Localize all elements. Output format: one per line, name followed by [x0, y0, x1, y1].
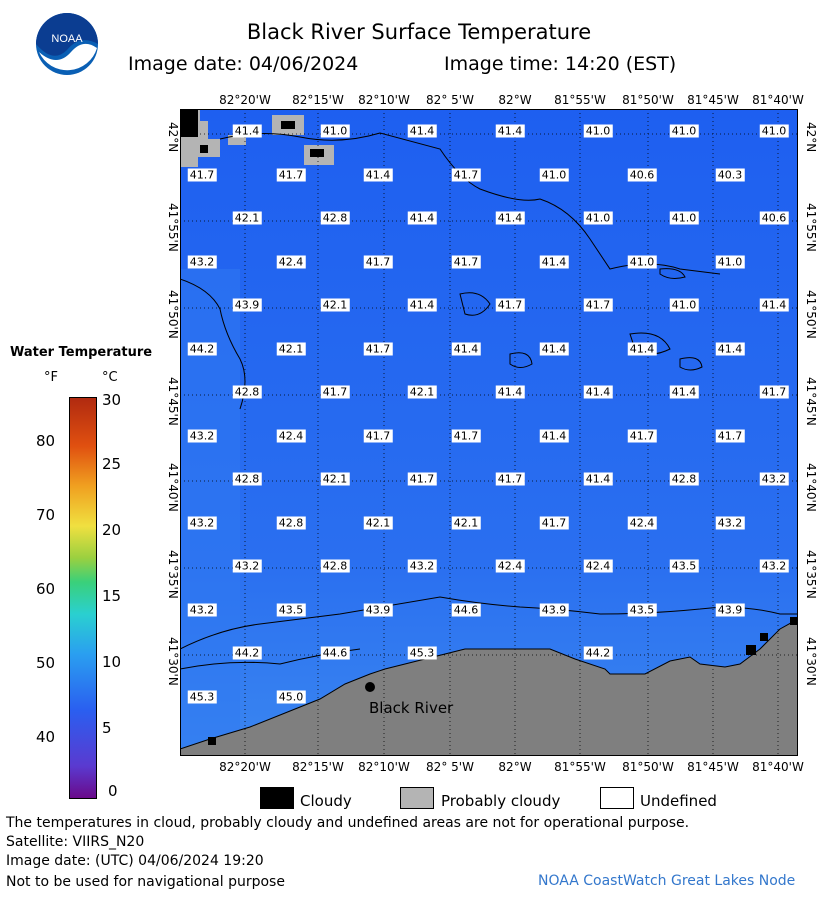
temperature-label: 42.4 [278, 429, 304, 442]
cloudy-label: Cloudy [300, 792, 352, 810]
utc-date: Image date: (UTC) 04/06/2024 19:20 [6, 853, 264, 869]
lon-label: 82° 5'W [426, 93, 474, 107]
lat-label: 41°55'N [166, 203, 180, 252]
city-label: Black River [369, 699, 454, 717]
temperature-label: 45.3 [409, 646, 435, 660]
temperature-label: 41.4 [497, 385, 523, 399]
temperature-label: 41.4 [541, 342, 567, 355]
temperature-label: 43.2 [234, 559, 260, 573]
temperature-label: 44.2 [585, 646, 611, 660]
temperature-label: 42.1 [322, 472, 348, 486]
temperature-label: 45.0 [278, 690, 304, 703]
temperature-label: 41.4 [234, 124, 260, 138]
temperature-label: 41.4 [761, 298, 787, 312]
temperature-label: 41.4 [629, 342, 655, 355]
temperature-label: 41.7 [585, 298, 611, 312]
temperature-label: 44.6 [453, 603, 479, 616]
probably-cloudy-label: Probably cloudy [441, 792, 561, 810]
nav-warning: Not to be used for navigational purpose [6, 874, 285, 890]
temperature-label: 43.5 [278, 603, 304, 616]
temperature-label: 41.7 [761, 385, 787, 399]
temperature-label: 41.4 [409, 298, 435, 312]
satellite: Satellite: VIIRS_N20 [6, 834, 145, 850]
temperature-label: 40.6 [761, 211, 787, 225]
temperature-label: 41.4 [541, 255, 567, 268]
temperature-label: 42.4 [278, 255, 304, 268]
c-tick: 15 [102, 587, 122, 605]
temperature-label: 41.4 [497, 211, 523, 225]
image-time: Image time: 14:20 (EST) [444, 53, 677, 75]
temperature-label: 42.8 [234, 385, 260, 399]
lon-label: 82°20'W [219, 93, 271, 107]
temperature-label: 43.9 [717, 603, 743, 616]
temperature-label: 42.1 [234, 211, 260, 225]
temperature-label: 41.7 [453, 429, 479, 442]
temperature-label: 41.0 [585, 211, 611, 225]
temperature-label: 43.2 [189, 603, 215, 616]
probably-cloudy-swatch [400, 787, 434, 809]
lon-label: 82°10'W [358, 93, 410, 107]
lon-label: 82°W [498, 93, 532, 107]
temperature-label: 44.6 [322, 646, 348, 660]
temperature-label: 41.4 [453, 342, 479, 355]
temperature-label: 43.2 [761, 559, 787, 573]
lon-label: 82°20'W [219, 760, 271, 774]
temperature-label: 41.7 [497, 298, 523, 312]
lat-label: 41°45'N [804, 377, 818, 426]
lon-label: 81°55'W [554, 760, 606, 774]
temperature-label: 42.8 [671, 472, 697, 486]
temperature-label: 42.8 [322, 211, 348, 225]
lon-label: 82°W [498, 760, 532, 774]
temperature-label: 41.4 [365, 168, 391, 181]
temperature-label: 41.0 [761, 124, 787, 138]
lon-label: 81°40'W [752, 760, 804, 774]
map-title: Black River Surface Temperature [246, 20, 592, 44]
f-tick: 80 [36, 432, 56, 450]
temperature-label: 41.7 [453, 168, 479, 181]
city-marker [365, 682, 375, 692]
temperature-label: 43.2 [189, 429, 215, 442]
temperature-label: 41.7 [409, 472, 435, 486]
lat-label: 42°N [804, 122, 818, 153]
temperature-label: 43.2 [189, 516, 215, 529]
temperature-label: 41.7 [453, 255, 479, 268]
temperature-label: 43.2 [189, 255, 215, 268]
temperature-label: 44.2 [234, 646, 260, 660]
temperature-label: 42.1 [322, 298, 348, 312]
temperature-label: 41.7 [629, 429, 655, 442]
temperature-label: 45.3 [189, 690, 215, 703]
temperature-label: 41.7 [717, 429, 743, 442]
temperature-label: 40.3 [717, 168, 743, 181]
temperature-label: 41.7 [365, 342, 391, 355]
temperature-label: 42.8 [322, 559, 348, 573]
lon-label: 81°40'W [752, 93, 804, 107]
lat-label: 41°50'N [166, 290, 180, 339]
temperature-label: 41.0 [629, 255, 655, 268]
temperature-map [180, 109, 798, 756]
temperature-label: 43.9 [365, 603, 391, 616]
image-date: Image date: 04/06/2024 [128, 53, 359, 75]
cloud-area [180, 109, 198, 137]
temperature-label: 41.0 [541, 168, 567, 181]
unit-f: °F [44, 370, 58, 385]
temperature-label: 42.4 [497, 559, 523, 573]
lat-label: 41°30'N [166, 637, 180, 686]
temperature-label: 41.0 [671, 211, 697, 225]
lat-label: 41°35'N [166, 550, 180, 599]
temperature-label: 41.0 [322, 124, 348, 138]
f-tick: 70 [36, 506, 56, 524]
lon-label: 81°45'W [687, 93, 739, 107]
credit: NOAA CoastWatch Great Lakes Node [538, 873, 796, 889]
temperature-label: 41.4 [541, 429, 567, 442]
temperature-label: 43.2 [409, 559, 435, 573]
temperature-label: 42.1 [278, 342, 304, 355]
lon-label: 82° 5'W [426, 760, 474, 774]
undefined-swatch [600, 787, 634, 809]
lon-label: 82°15'W [292, 760, 344, 774]
temperature-label: 42.8 [278, 516, 304, 529]
temperature-label: 43.9 [234, 298, 260, 312]
unit-c: °C [102, 370, 118, 385]
temperature-label: 42.4 [629, 516, 655, 529]
lon-label: 81°55'W [554, 93, 606, 107]
temperature-label: 41.4 [409, 124, 435, 138]
temperature-label: 41.0 [717, 255, 743, 268]
lon-label: 81°50'W [622, 93, 674, 107]
temperature-label: 41.7 [365, 429, 391, 442]
c-tick: 10 [102, 653, 122, 671]
temperature-label: 43.2 [717, 516, 743, 529]
temperature-label: 41.4 [671, 385, 697, 399]
temperature-label: 43.5 [671, 559, 697, 573]
temperature-label: 43.9 [541, 603, 567, 616]
f-tick: 40 [36, 728, 56, 746]
legend-title: Water Temperature [10, 345, 153, 360]
temperature-label: 41.7 [541, 516, 567, 529]
temperature-label: 44.2 [189, 342, 215, 355]
c-tick: 20 [102, 521, 122, 539]
temperature-label: 41.7 [278, 168, 304, 181]
temperature-label: 43.5 [629, 603, 655, 616]
temperature-label: 41.0 [585, 124, 611, 138]
temperature-label: 41.0 [671, 124, 697, 138]
f-tick: 60 [36, 580, 56, 598]
temperature-label: 41.4 [585, 385, 611, 399]
lon-label: 81°50'W [622, 760, 674, 774]
lat-label: 41°45'N [166, 377, 180, 426]
lat-label: 42°N [166, 122, 180, 153]
temperature-label: 41.4 [497, 124, 523, 138]
temperature-label: 41.7 [497, 472, 523, 486]
lat-label: 41°40'N [166, 463, 180, 512]
temperature-label: 41.0 [671, 298, 697, 312]
lat-label: 41°30'N [804, 637, 818, 686]
temperature-label: 41.4 [585, 472, 611, 486]
temperature-label: 40.6 [629, 168, 655, 181]
temperature-label: 41.7 [365, 255, 391, 268]
temperature-label: 41.7 [322, 385, 348, 399]
cloudy-swatch [260, 787, 294, 809]
temperature-label: 42.8 [234, 472, 260, 486]
temperature-label: 43.2 [761, 472, 787, 486]
c-tick: 30 [102, 391, 122, 409]
temperature-label: 41.7 [189, 168, 215, 181]
temperature-label: 41.4 [409, 211, 435, 225]
color-bar [69, 397, 97, 799]
c-tick: 5 [102, 719, 112, 737]
temperature-label: 42.1 [365, 516, 391, 529]
lon-label: 82°10'W [358, 760, 410, 774]
lat-label: 41°50'N [804, 290, 818, 339]
f-tick: 50 [36, 654, 56, 672]
temperature-label: 41.4 [717, 342, 743, 355]
temperature-label: 42.4 [585, 559, 611, 573]
disclaimer: The temperatures in cloud, probably cloudy and undefined areas are not for operational purpose. [6, 815, 690, 831]
lon-label: 82°15'W [292, 93, 344, 107]
lat-label: 41°35'N [804, 550, 818, 599]
lon-label: 81°45'W [687, 760, 739, 774]
c-tick: 25 [102, 455, 122, 473]
lat-label: 41°55'N [804, 203, 818, 252]
svg-text:NOAA: NOAA [51, 33, 83, 45]
temperature-label: 42.1 [453, 516, 479, 529]
lat-label: 41°40'N [804, 463, 818, 512]
undefined-label: Undefined [640, 792, 717, 810]
temperature-label: 42.1 [409, 385, 435, 399]
c-tick: 0 [108, 782, 118, 800]
